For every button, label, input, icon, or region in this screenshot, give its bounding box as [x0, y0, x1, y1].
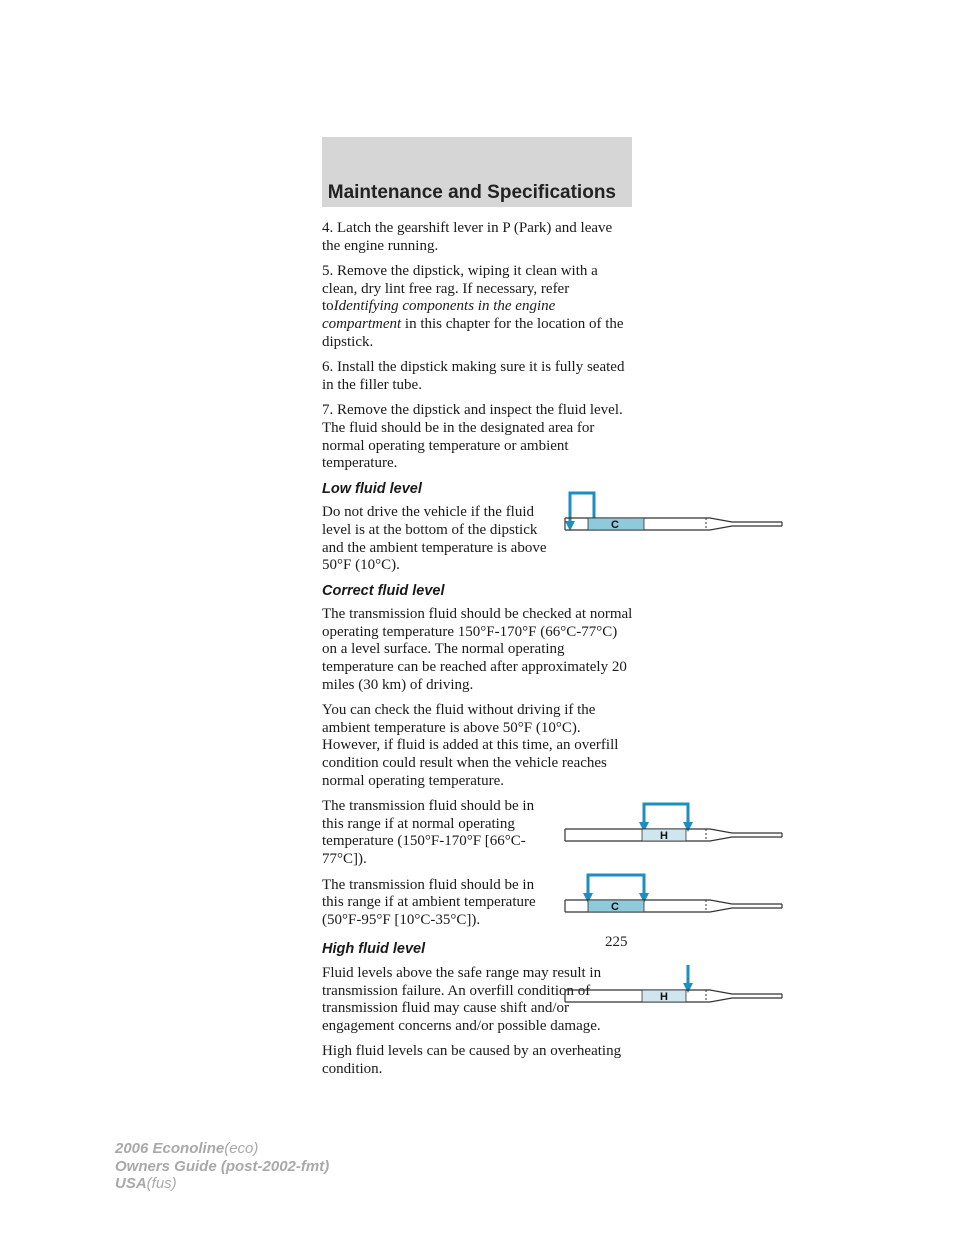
footer-market-code: (fus): [146, 1175, 177, 1192]
dipstick-mark-label: C: [611, 900, 619, 913]
high-fluid-heading: High fluid level: [322, 941, 426, 958]
low-fluid-text: Do not drive the vehicle if the fluid level is at the bottom of the dipstick and the ambient temperature is above 50°F (10°C).: [322, 504, 547, 574]
low-fluid-row: [322, 504, 634, 574]
correct-fluid-p1: The transmission fluid should be checked at normal operating temperature 150°F-170°F (66°C-77°C) on a level surface. The normal operating temperature can be reached after approximately 20 miles (30 km) of driving.: [322, 606, 633, 693]
page-number: 225: [605, 934, 628, 950]
footer-model: 2006 Econoline: [115, 1140, 225, 1157]
step-6: 6. Install the dipstick making sure it is fully seated in the filler tube.: [322, 359, 625, 393]
step-5-text-end: in this chapter for the location of the dipstick.: [322, 315, 624, 350]
footer-line-2: [115, 1158, 329, 1176]
step-4: 4. Latch the gearshift lever in P (Park) and leave the engine running.: [322, 220, 613, 254]
page-content: [322, 220, 668, 1087]
dipstick-hot-figure: [562, 798, 784, 848]
correct-fluid-p2: You can check the fluid without driving if the ambient temperature is above 50°F (10°C). However, if fluid is added at this time, an overfill condition could result when the vehicle reaches normal operating temperature.: [322, 702, 619, 789]
arrow-bracket-cold: [583, 875, 649, 903]
arrow-high: [683, 965, 693, 993]
high-fluid-row: [322, 964, 668, 1035]
footer-line-3: [115, 1175, 329, 1193]
cold-range-row: [322, 877, 634, 930]
hot-range-row: [322, 798, 668, 868]
dipstick-low-figure: [562, 487, 784, 537]
footer: [115, 1140, 329, 1193]
high-fluid-p2: High fluid levels can be caused by an overheating condition.: [322, 1043, 622, 1077]
arrow-bracket-hot: [639, 804, 693, 832]
dipstick-high-figure: [562, 959, 784, 1009]
footer-line-1: [115, 1140, 329, 1158]
step-5-text: 5. Remove the dipstick, wiping it clean with a clean, dry lint free rag. If necessary, refer to: [322, 263, 598, 315]
step-5: [322, 263, 634, 351]
correct-fluid-heading: Correct fluid level: [322, 582, 445, 599]
step-5-link-ref: Identifying components in the engine compartment: [322, 298, 556, 332]
low-fluid-heading: Low fluid level: [322, 480, 422, 497]
footer-guide: Owners Guide (post-2002-fmt): [115, 1157, 330, 1175]
footer-market: USA: [115, 1175, 147, 1192]
cold-range-text: The transmission fluid should be in this range if at ambient temperature (50°F-95°F [10°C-35°C]).: [322, 876, 536, 928]
high-fluid-p1: Fluid levels above the safe range may result in transmission failure. An overfill condition of transmission fluid may cause shift and/or engagement concerns and/or possible damage.: [322, 964, 602, 1034]
step-7: 7. Remove the dipstick and inspect the fluid level. The fluid should be in the designated area for normal operating temperature or ambient temperature.: [322, 402, 623, 472]
dipstick-mark-label: H: [660, 990, 668, 1003]
footer-model-code: (eco): [224, 1140, 259, 1157]
dipstick-cold-figure: [562, 869, 784, 919]
section-title: Maintenance and Specifications: [327, 182, 616, 203]
dipstick-mark-label: H: [660, 830, 668, 843]
dipstick-mark-label: C: [611, 519, 619, 532]
hot-range-text: The transmission fluid should be in this range if at normal operating temperature (150°F-170°F [66°C-77°C]).: [322, 798, 535, 867]
header-band: [322, 137, 632, 207]
